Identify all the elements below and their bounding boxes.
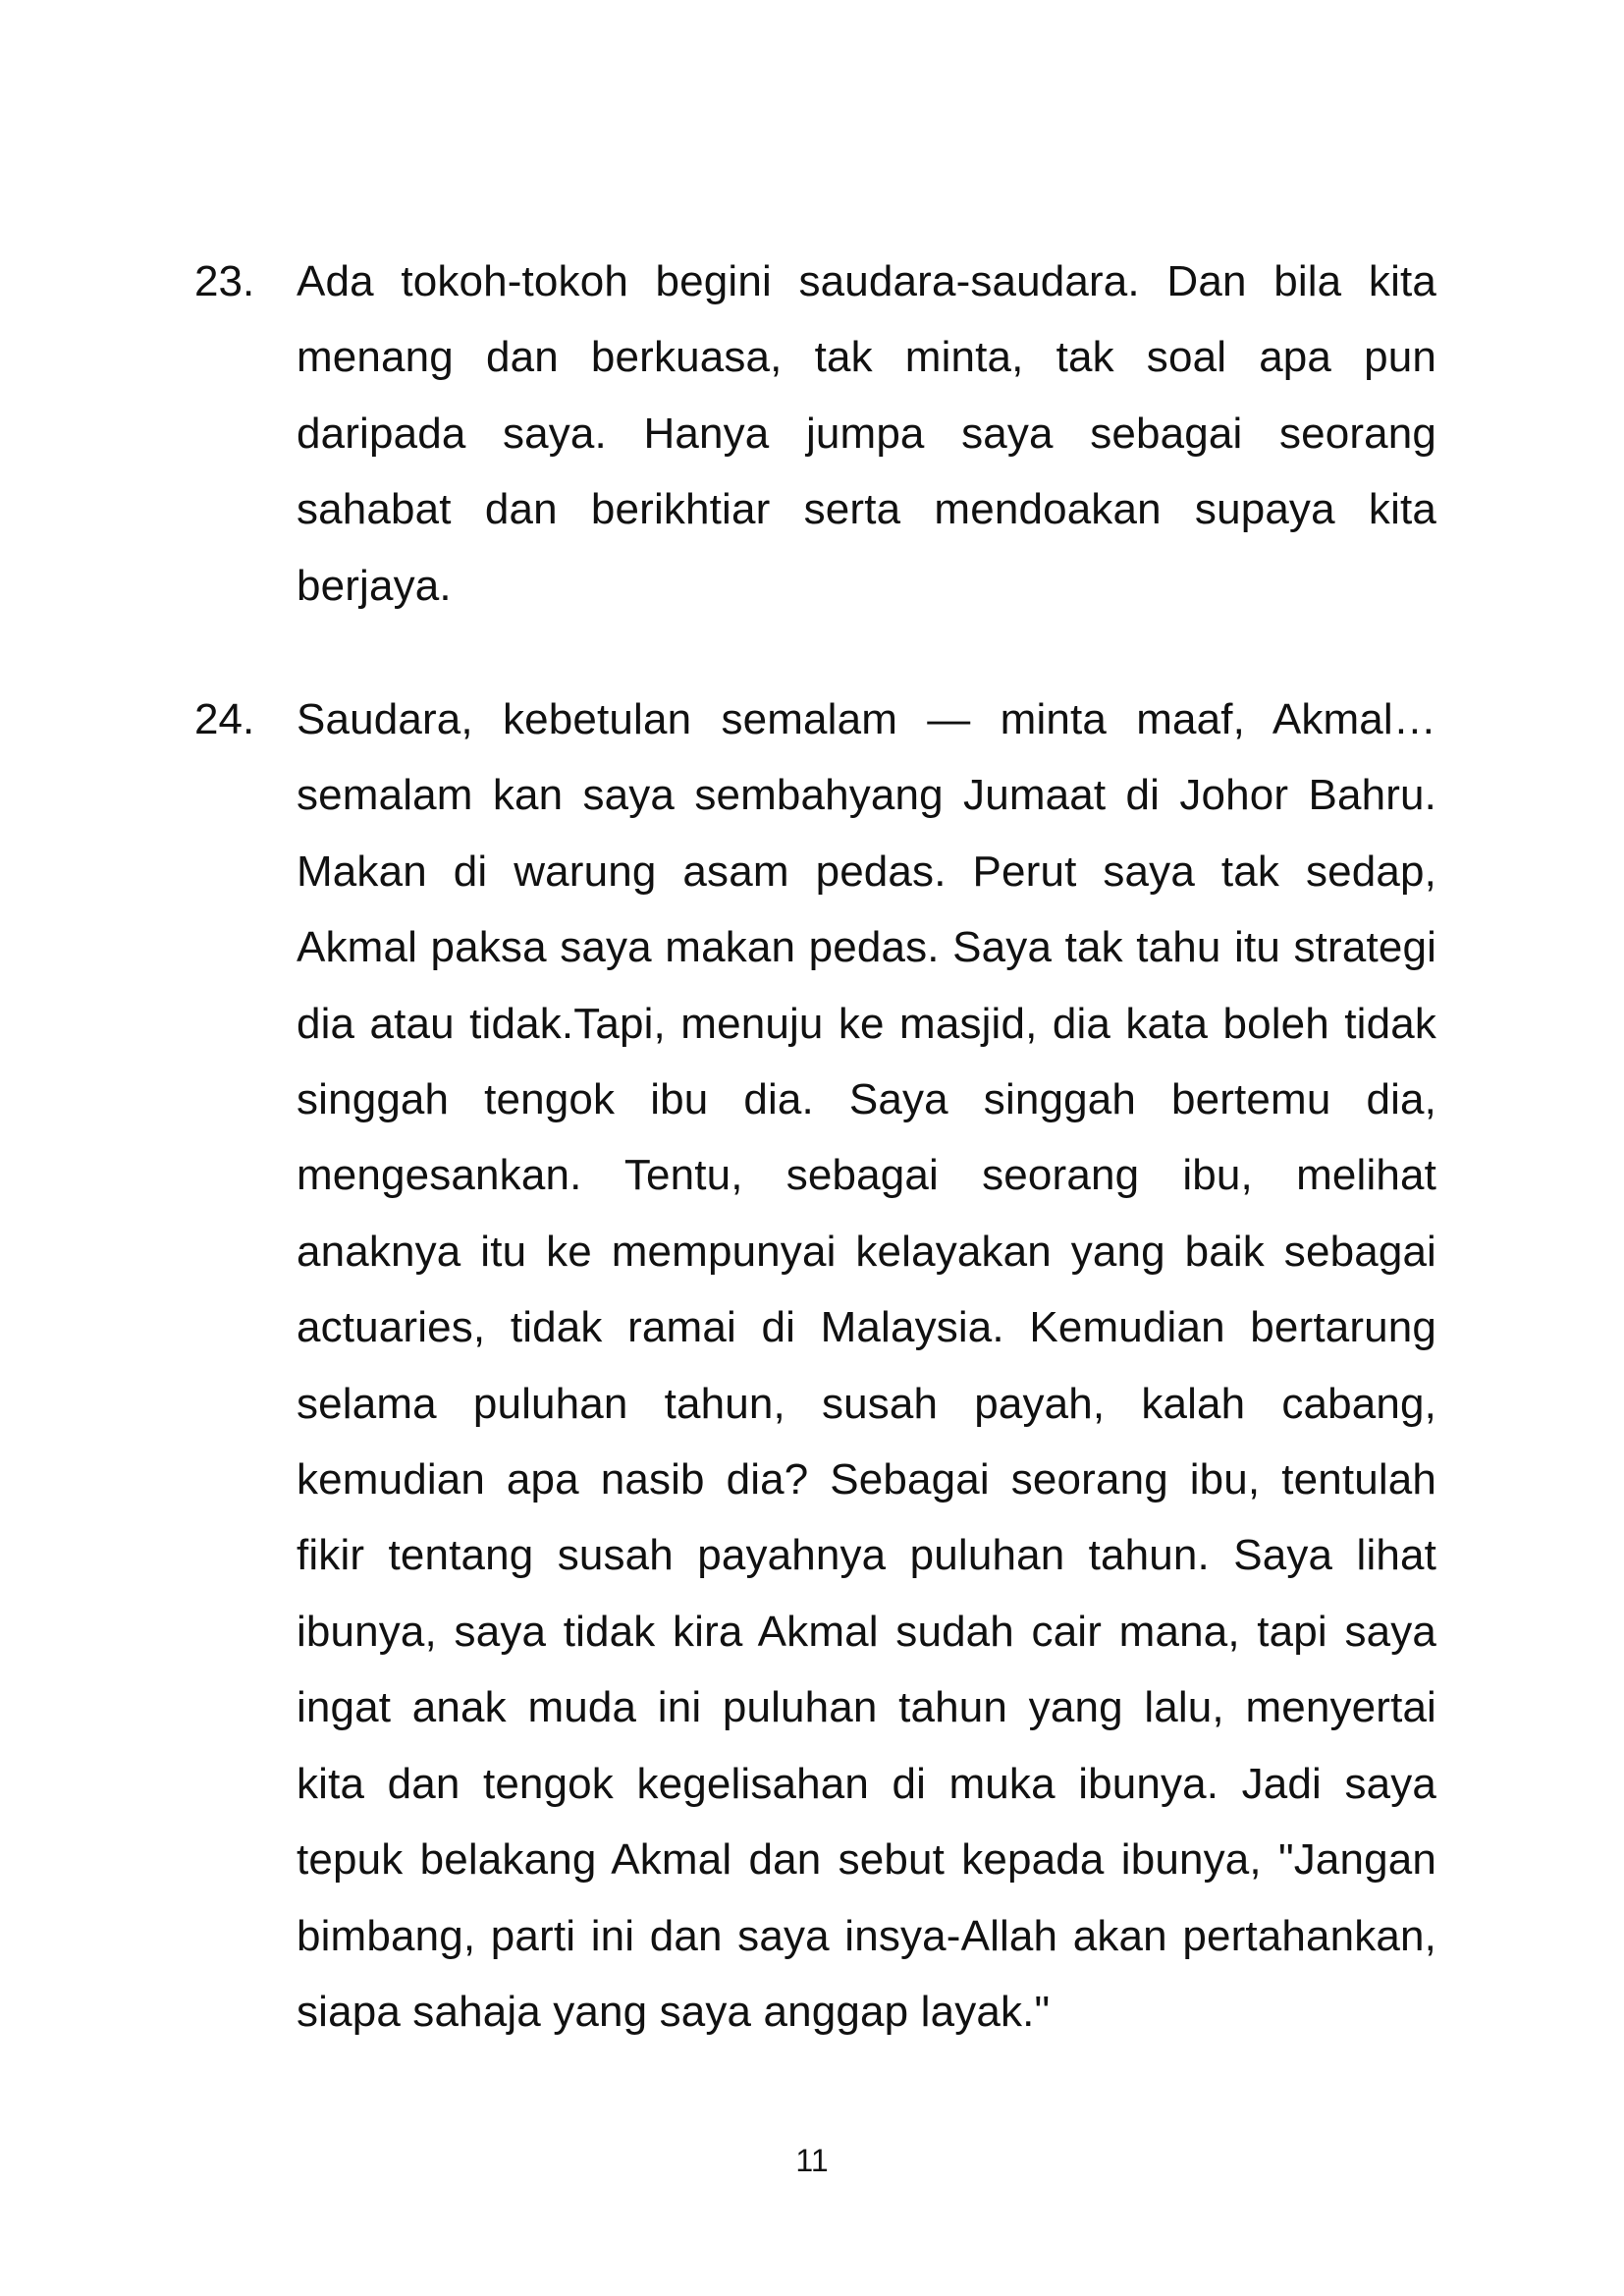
paragraph-text: Ada tokoh-tokoh begini saudara-saudara. Dan bila kita menang dan berkuasa, tak minta, tak soal apa pun daripada saya. Hanya jumpa saya sebagai seorang sahabat dan berikhtiar serta mendoakan supaya kita berjaya. — [297, 257, 1436, 610]
paragraph-number: 24. — [194, 695, 255, 743]
page-number: 11 — [795, 2143, 829, 2178]
paragraph-text: Saudara, kebetulan semalam — minta maaf, Akmal… semalam kan saya sembahyang Jumaat di Johor Bahru. Makan di warung asam pedas. Perut saya tak sedap, Akmal paksa saya makan pedas. Saya tak tahu itu strategi dia atau tidak.Tapi, menuju ke masjid, dia kata boleh tidak singgah tengok ibu dia. Saya singgah bertemu dia, mengesankan. Tentu, sebagai seorang ibu, melihat anaknya itu ke mempunyai kelayakan yang baik sebagai actuaries, tidak ramai di Malaysia. Kemudian bertarung selama puluhan tahun, susah payah, kalah cabang, kemudian apa nasib dia? Sebagai seorang ibu, tentulah fikir tentang susah payahnya puluhan tahun. Saya lihat ibunya, saya tidak kira Akmal sudah cair mana, tapi saya ingat anak muda ini puluhan tahun yang lalu, menyertai kita dan tengok kegelisahan di muka ibunya. Jadi saya tepuk belakang Akmal dan sebut kepada ibunya, "Jangan bimbang, parti ini dan saya insya-Allah akan pertahankan, siapa sahaja yang saya anggap layak." — [297, 695, 1436, 2036]
paragraph-number: 23. — [194, 257, 255, 305]
